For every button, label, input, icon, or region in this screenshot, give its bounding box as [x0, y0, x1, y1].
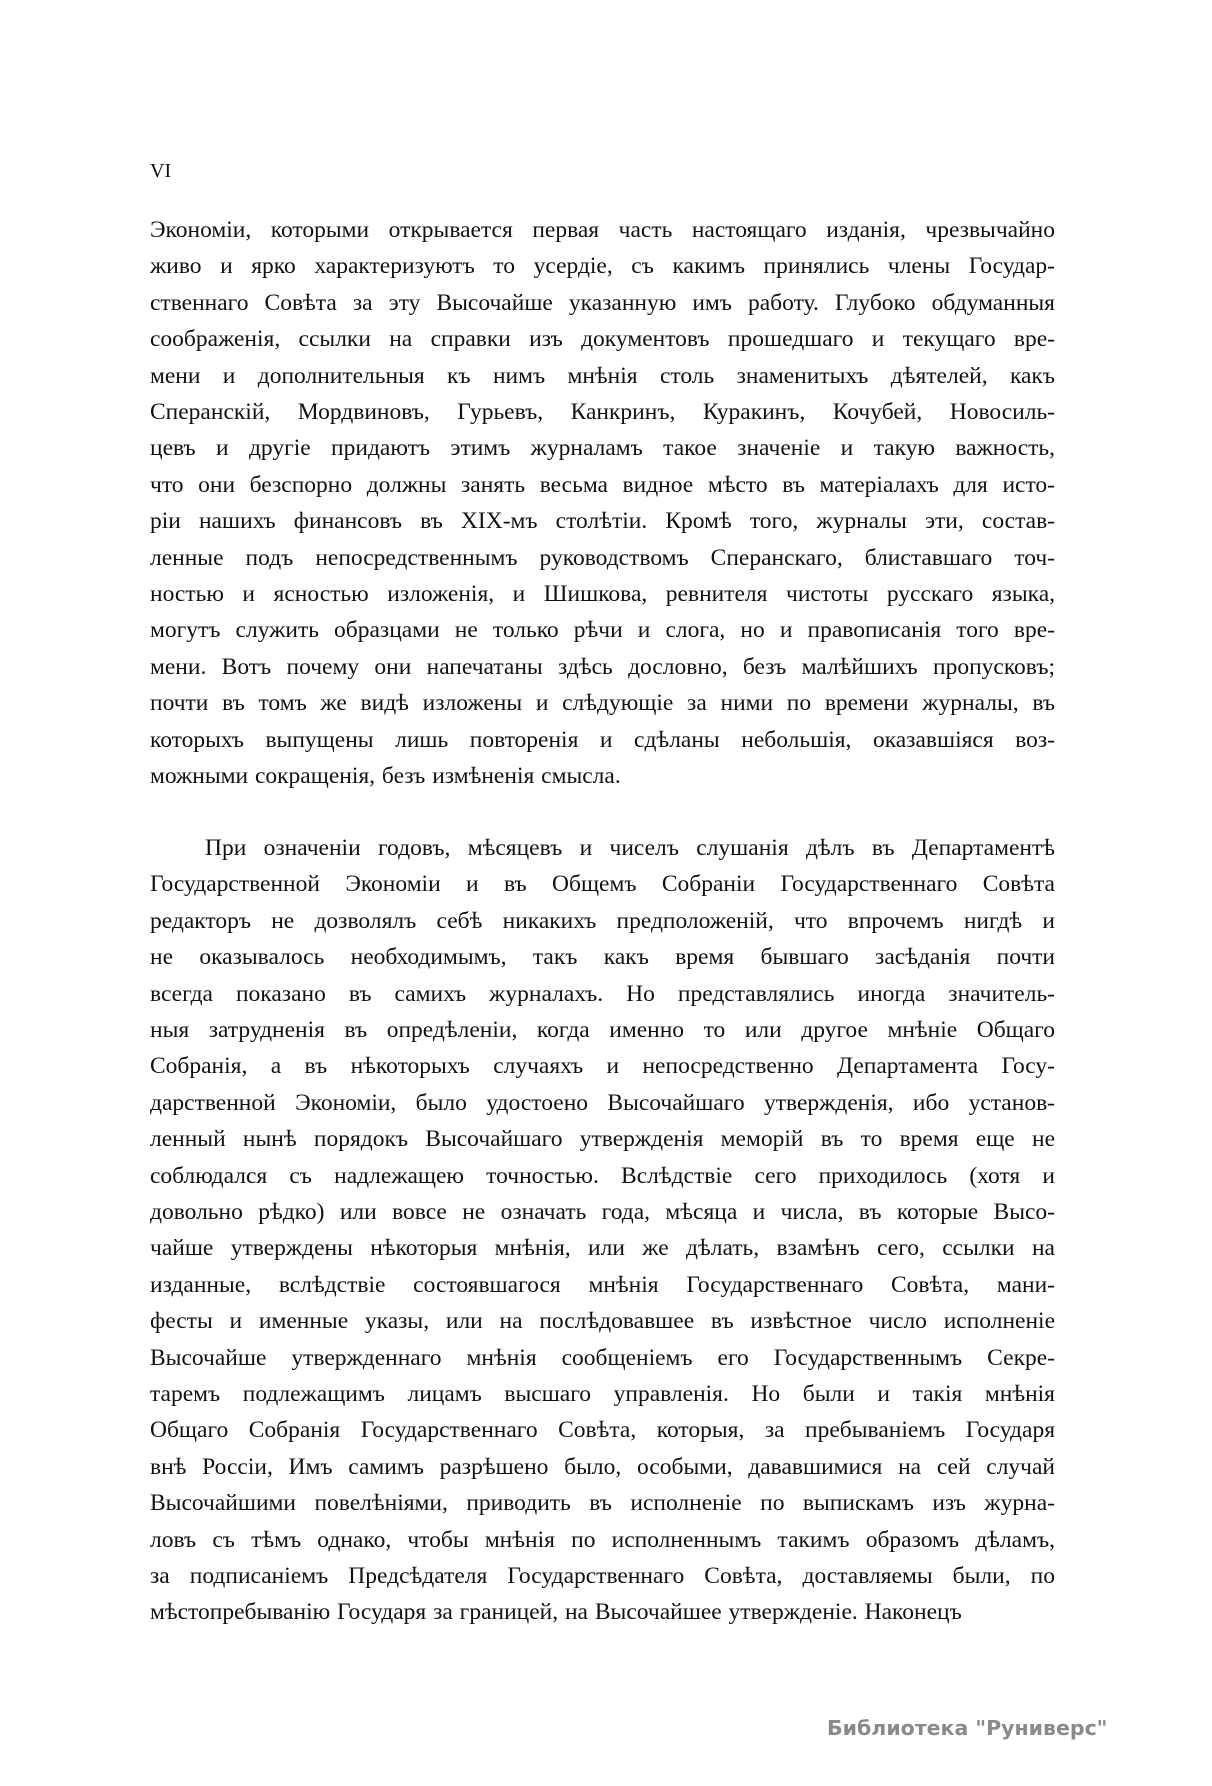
- text-line: почти въ томъ же видѣ изложены и слѣдующіе за ними по времени журналы, въ: [150, 690, 1055, 717]
- page-number: VI: [150, 160, 172, 182]
- text-line: довольно рѣдко) или вовсе не означать года, мѣсяца и числа, въ которые Высо-: [150, 1199, 1055, 1225]
- text-line: Государственной Экономіи и въ Общемъ Собраніи Государственнаго Совѣта: [150, 871, 1055, 898]
- text-line: цевъ и другіе придаютъ этимъ журналамъ такое значеніе и такую важность,: [150, 435, 1055, 462]
- text-line: мѣстопребыванію Государя за границей, на Высочайшее утвержденіе. Наконецъ: [150, 1599, 962, 1626]
- text-line: ловъ съ тѣмъ однако, чтобы мнѣнія по исполненнымъ такимъ образомъ дѣламъ,: [150, 1526, 1055, 1553]
- text-line: ныя затрудненія въ опредѣленіи, когда именно то или другое мнѣніе Общаго: [150, 1017, 1055, 1043]
- text-line: за подписаніемъ Предсѣдателя Государственнаго Совѣта, доставляемы были, по: [150, 1563, 1055, 1589]
- text-line: ленные подъ непосредственнымъ руководствомъ Сперанскаго, блиставшаго точ-: [150, 544, 1055, 571]
- text-line: внѣ Россіи, Имъ самимъ разрѣшено было, особыми, дававшимися на сей случай: [150, 1453, 1055, 1480]
- text-line: могутъ служить образцами не только рѣчи и слога, но и правописанія того вре-: [150, 617, 1055, 644]
- text-line: соблюдался съ надлежащею точностью. Вслѣдствіе сего приходилось (хотя и: [150, 1162, 1055, 1189]
- text-line: ленный нынѣ порядокъ Высочайшаго утвержденія меморій въ то время еще не: [150, 1126, 1055, 1153]
- text-line: не оказывалось необходимымъ, такъ какъ время бывшаго засѣданія почти: [150, 944, 1055, 971]
- text-line: Общаго Собранія Государственнаго Совѣта, которыя, за пребываніемъ Государя: [150, 1417, 1055, 1444]
- text-line: редакторъ не дозволялъ себѣ никакихъ предположеній, что впрочемъ нигдѣ и: [150, 907, 1055, 934]
- text-line: что они безспорно должны занять весьма видное мѣсто въ матеріалахъ для исто-: [150, 471, 1055, 498]
- text-line: можными сокращенія, безъ измѣненія смысла.: [150, 763, 621, 789]
- text-line: которыхъ выпущены лишь повторенія и сдѣланы небольшія, оказавшіяся воз-: [150, 726, 1055, 753]
- library-watermark: Библиотека "Руниверс": [827, 1716, 1108, 1740]
- text-line: изданные, вслѣдствіе состоявшагося мнѣнія Государственнаго Совѣта, мани-: [150, 1271, 1055, 1298]
- text-line: соображенія, ссылки на справки изъ документовъ прошедшаго и текущаго вре-: [150, 326, 1055, 353]
- text-line: При означеніи годовъ, мѣсяцевъ и чиселъ слушанія дѣлъ въ Департаментѣ: [205, 835, 1055, 861]
- text-line: Высочайше утвержденнаго мнѣнія сообщеніемъ его Государственнымъ Секре-: [150, 1344, 1055, 1371]
- text-line: ріи нашихъ финансовъ въ XIX-мъ столѣтіи. Кромѣ того, журналы эти, состав-: [150, 508, 1055, 535]
- text-line: Собранія, а въ нѣкоторыхъ случаяхъ и непосредственно Департамента Госу-: [150, 1053, 1055, 1080]
- text-line: дарственной Экономіи, было удостоено Высочайшаго утвержденія, ибо установ-: [150, 1089, 1055, 1116]
- text-line: Высочайшими повелѣніями, приводить въ исполненіе по выпискамъ изъ журна-: [150, 1490, 1055, 1517]
- text-line: чайше утверждены нѣкоторыя мнѣнія, или же дѣлать, взамѣнъ сего, ссылки на: [150, 1235, 1055, 1262]
- text-line: Экономіи, которыми открывается первая часть настоящаго изданія, чрезвычайно: [150, 217, 1055, 243]
- text-line: фесты и именные указы, или на послѣдовавшее въ извѣстное число исполненіе: [150, 1308, 1055, 1335]
- text-line: живо и ярко характеризуютъ то усердіе, съ какимъ принялись члены Государ-: [150, 253, 1055, 280]
- text-line: ностью и ясностью изложенія, и Шишкова, ревнителя чистоты русскаго языка,: [150, 581, 1055, 607]
- text-line: ственнаго Совѣта за эту Высочайше указанную имъ работу. Глубоко обдуманныя: [150, 289, 1055, 316]
- text-line: таремъ подлежащимъ лицамъ высшаго управленія. Но были и такія мнѣнія: [150, 1381, 1055, 1407]
- text-line: Сперанскій, Мордвиновъ, Гурьевъ, Канкринъ, Куракинъ, Кочубей, Новосиль-: [150, 399, 1055, 425]
- text-line: мени. Вотъ почему они напечатаны здѣсь дословно, безъ малѣйшихъ пропусковъ;: [150, 653, 1055, 680]
- text-line: всегда показано въ самихъ журналахъ. Но представлялись иногда значитель-: [150, 980, 1055, 1007]
- text-line: мени и дополнительныя къ нимъ мнѣнія столь знаменитыхъ дѣятелей, какъ: [150, 362, 1055, 389]
